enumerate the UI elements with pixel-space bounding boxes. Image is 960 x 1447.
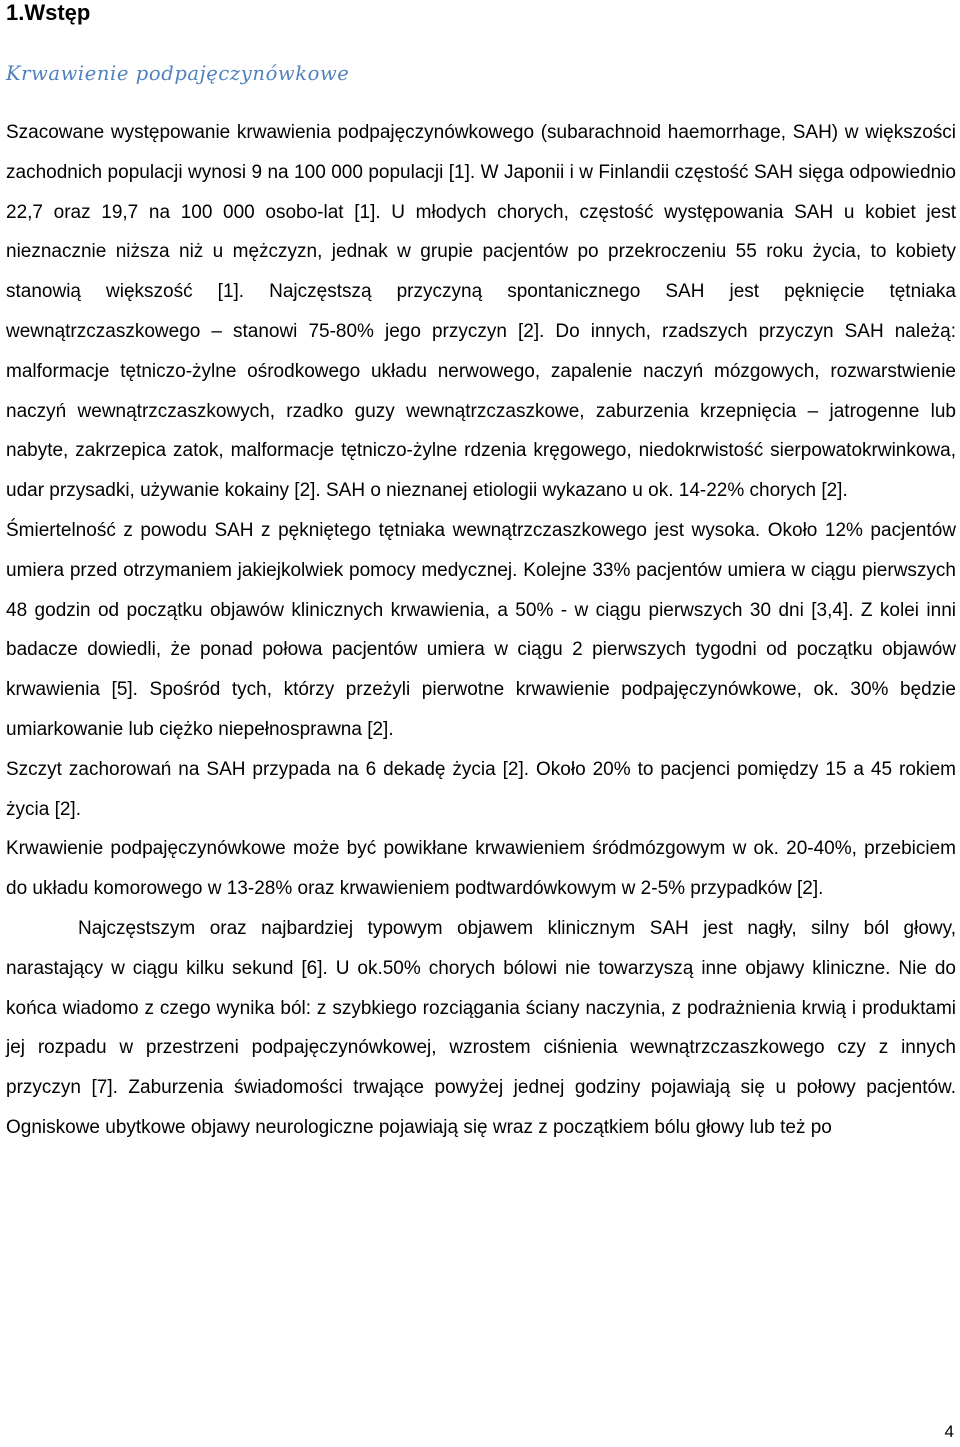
paragraph-symptoms: Najczęstszym oraz najbardziej typowym objawem klinicznym SAH jest nagły, silny ból głowy, narastający w ciągu kilku sekund [6]. U ok.50% chorych bólowi nie towarzyszą inne objawy kliniczne. Nie do końca wiadomo z czego wynika ból: z szybkiego rozciągania ściany naczynia, z podrażnienia krwią i produktami jej rozpadu w przestrzeni podpajęczynówkowej, wzrostem ciśnienia wewnątrzczaszkowego czy z innych przyczyn [7]. Zaburzenia świadomości trwające powyżej jednej godziny pojawiają się u połowy pacjentów. Ogniskowe ubytkowe objawy neurologiczne pojawiają się wraz z początkiem bólu głowy lub też po <box>6 917 956 1138</box>
body-text <box>6 113 956 1148</box>
paragraph-epidemiology: Szacowane występowanie krwawienia podpajęczynówkowego (subarachnoid haemorrhage, SAH) w większości zachodnich populacji wynosi 9 na 100 000 populacji [1]. W Japonii i w Finlandii częstość SAH sięga odpowiednio 22,7 oraz 19,7 na 100 000 osobo-lat [1]. U młodych chorych, częstość występowania SAH u kobiet jest nieznacznie niższa niż u mężczyzn, jednak w grupie pacjentów po przekroczeniu 55 roku życia, to kobiety stanowią większość [1]. Najczęstszą przyczyną spontanicznego SAH jest pęknięcie tętniaka wewnątrzczaszkowego – stanowi 75-80% jego przyczyn [2]. Do innych, rzadszych przyczyn SAH należą: malformacje tętniczo-żylne ośrodkowego układu nerwowego, zapalenie naczyń mózgowych, rozwarstwienie naczyń wewnątrzczaszkowych, rzadko guzy wewnątrzczaszkowe, zaburzenia krzepnięcia – jatrogenne lub nabyte, zakrzepica zatok, malformacje tętniczo-żylne rdzenia kręgowego, niedokrwistość sierpowatokrwinkowa, udar przysadki, używanie kokainy [2]. SAH o nieznanej etiologii wykazano u ok. 14-22% chorych [2]. <box>6 122 956 502</box>
page-number: 4 <box>944 1422 954 1441</box>
section-heading: 1.Wstęp <box>6 0 91 25</box>
paragraph-complications: Krwawienie podpajęczynówkowe może być powikłane krwawieniem śródmózgowym w ok. 20-40%, przebiciem do układu komorowego w 13-28% oraz krwawieniem podtwardówkowym w 2-5% przypadków [2]. <box>6 838 956 900</box>
paragraph-mortality: Śmiertelność z powodu SAH z pękniętego tętniaka wewnątrzczaszkowego jest wysoka. Około 12% pacjentów umiera przed otrzymaniem jakiejkolwiek pomocy medycznej. Kolejne 33% pacjentów umiera w ciągu pierwszych 48 godzin od początku objawów klinicznych krwawienia, a 50% - w ciągu pierwszych 30 dni [3,4]. Z kolei inni badacze dowiedli, że ponad połowa pacjentów umiera w ciągu 2 pierwszych tygodni od początku objawów krwawienia [5]. Spośród tych, którzy przeżyli pierwotne krwawienie podpajęczynówkowe, ok. 30% będzie umiarkowanie lub ciężko niepełnosprawna [2]. <box>6 519 956 740</box>
paragraph-peak-incidence: Szczyt zachorowań na SAH przypada na 6 dekadę życia [2]. Około 20% to pacjenci pomiędzy 15 a 45 rokiem życia [2]. <box>6 758 956 820</box>
subsection-heading: Krwawienie podpajęczynówkowe <box>6 62 350 85</box>
